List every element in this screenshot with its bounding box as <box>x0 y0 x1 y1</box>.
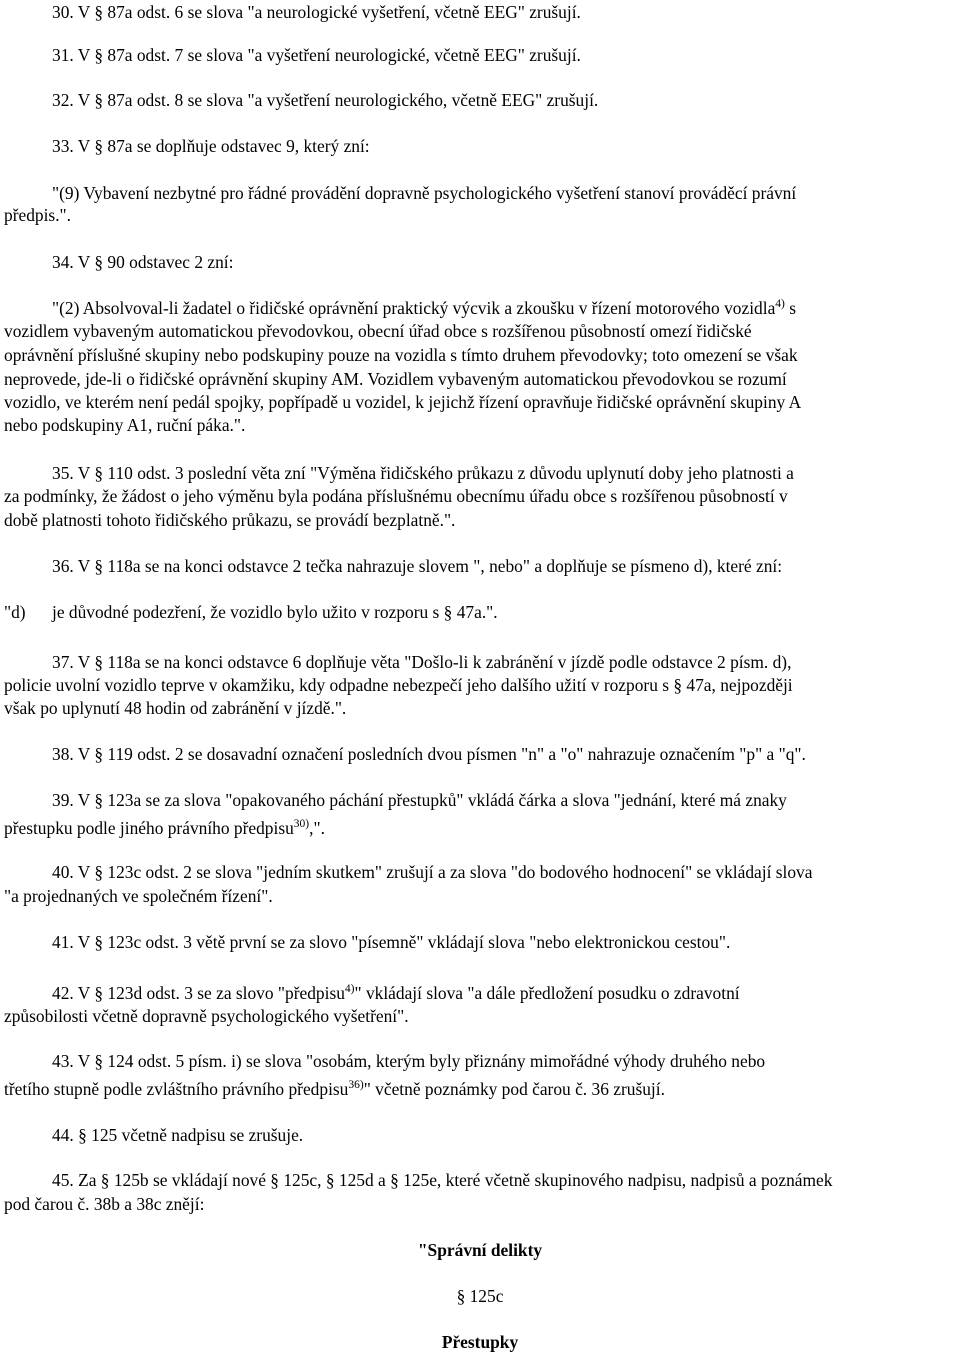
item-33-quote-line-1: "(9) Vybavení nezbytné pro řádné provádění dopravně psychologického vyšetření stanoví prováděcí právní <box>52 183 797 203</box>
item-40-line-2: "a projednaných ve společném řízení". <box>4 886 273 906</box>
item-38: 38. V § 119 odst. 2 se dosavadní označení posledních dvou písmen "n" a "o" nahrazuje označením "p" a "q". <box>52 744 806 764</box>
item-35-line-1: 35. V § 110 odst. 3 poslední věta zní "Výměna řidičského průkazu z důvodu uplynutí doby jeho platnosti a <box>52 463 794 483</box>
item-34-quote-line-1 <box>52 297 960 319</box>
item-33: 33. V § 87a se doplňuje odstavec 9, který zní: <box>52 136 370 156</box>
item-43-line-1: 43. V § 124 odst. 5 písm. i) se slova "osobám, kterým byly přiznány mimořádné výhody druhého nebo <box>52 1051 766 1071</box>
footnote-ref-4: 4) <box>775 298 785 310</box>
item-34-quote-line-6: nebo podskupiny A1, ruční páka.". <box>4 415 246 435</box>
item-39-line-2 <box>4 817 960 839</box>
item-43-text-2b: " včetně poznámky pod čarou č. 36 zrušují. <box>363 1079 665 1099</box>
item-37-line-2: policie uvolní vozidlo teprve v okamžiku, kdy odpadne nebezpečí jeho dalšího užití v rozporu s § 47a, nejpozději <box>4 675 793 695</box>
footnote-ref-4: 4) <box>344 983 355 995</box>
item-36-letter-d-text: je důvodné podezření, že vozidlo bylo užito v rozporu s § 47a.". <box>52 602 498 622</box>
item-41: 41. V § 123c odst. 3 větě první se za slovo "písemně" vkládají slova "nebo elektronickou cestou". <box>52 932 731 952</box>
item-43-line-2 <box>4 1078 960 1100</box>
item-35-line-3: době platnosti tohoto řidičského průkazu, se provádí bezplatně.". <box>4 510 456 530</box>
footnote-ref-30: 30) <box>293 818 310 830</box>
item-34: 34. V § 90 odstavec 2 zní: <box>52 252 234 272</box>
item-37-line-3: však po uplynutí 48 hodin od zabránění v jízdě.". <box>4 698 347 718</box>
item-45-line-1: 45. Za § 125b se vkládají nové § 125c, § 125d a § 125e, které včetně skupinového nadpisu, nadpisů a poznámek <box>52 1170 833 1190</box>
item-39-text-2a: přestupku podle jiného právního předpisu <box>4 818 294 838</box>
footnote-ref-36: 36) <box>348 1079 364 1091</box>
section-number: § 125c <box>456 1286 504 1306</box>
item-34-quote-line-4: neprovede, jde-li o řidičské oprávnění skupiny AM. Vozidlem vybaveným automatickou převodovkou se rozumí <box>4 369 787 389</box>
item-34-quote-line-3: oprávnění příslušné skupiny nebo podskupiny pouze na vozidla s tímto druhem převodovky; toto omezení se však <box>4 345 798 365</box>
item-31: 31. V § 87a odst. 7 se slova "a vyšetření neurologické, včetně EEG" zrušují. <box>52 45 581 65</box>
item-34-quote-line-2: vozidlem vybaveným automatickou převodovkou, obecní úřad obce s rozšířenou působností omezí řidičské <box>4 321 752 341</box>
item-37-line-1: 37. V § 118a se na konci odstavce 6 doplňuje věta "Došlo-li k zabránění v jízdě podle odstavce 2 písm. d), <box>52 652 792 672</box>
item-34-text-1b: s <box>784 298 797 318</box>
item-42-line-1 <box>52 982 960 1004</box>
section-title: Přestupky <box>441 1332 519 1352</box>
item-33-quote-line-2: předpis.". <box>4 205 71 225</box>
item-42-line-2: způsobilosti včetně dopravně psychologického vyšetření". <box>4 1006 409 1026</box>
item-43-text-2a: třetího stupně podle zvláštního právního předpisu <box>4 1079 349 1099</box>
item-44: 44. § 125 včetně nadpisu se zrušuje. <box>52 1125 304 1145</box>
item-36: 36. V § 118a se na konci odstavce 2 tečka nahrazuje slovem ", nebo" a doplňuje se písmeno d), které zní: <box>52 556 783 576</box>
item-30: 30. V § 87a odst. 6 se slova "a neurologické vyšetření, včetně EEG" zrušují. <box>52 2 581 22</box>
item-35-line-2: za podmínky, že žádost o jeho výměnu byla podána příslušnému obecnímu úřadu obce s rozšířenou působností v <box>4 486 788 506</box>
item-39-text-2b: ,". <box>309 818 325 838</box>
item-34-text-1a: "(2) Absolvoval-li žadatel o řidičské oprávnění praktický výcvik a zkoušku v řízení motorového vozidla <box>52 298 776 318</box>
item-32: 32. V § 87a odst. 8 se slova "a vyšetření neurologického, včetně EEG" zrušují. <box>52 90 599 110</box>
item-42-text-1a: 42. V § 123d odst. 3 se za slovo "předpisu <box>52 983 345 1003</box>
item-34-quote-line-5: vozidlo, ve kterém není pedál spojky, popřípadě u vozidel, k jejichž řízení opravňuje řidičské oprávnění skupiny A <box>4 392 802 412</box>
item-36-letter-d-label: "d) <box>4 602 26 622</box>
part-heading: "Správní delikty <box>417 1240 543 1260</box>
item-45-line-2: pod čarou č. 38b a 38c znějí: <box>4 1194 205 1214</box>
item-42-text-1b: " vkládají slova "a dále předložení posudku o zdravotní <box>354 983 740 1003</box>
item-40-line-1: 40. V § 123c odst. 2 se slova "jedním skutkem" zrušují a za slova "do bodového hodnocení" se vkládají slova <box>52 862 813 882</box>
item-39-line-1: 39. V § 123a se za slova "opakovaného páchání přestupků" vkládá čárka a slova "jednání, které má znaky <box>52 790 787 810</box>
